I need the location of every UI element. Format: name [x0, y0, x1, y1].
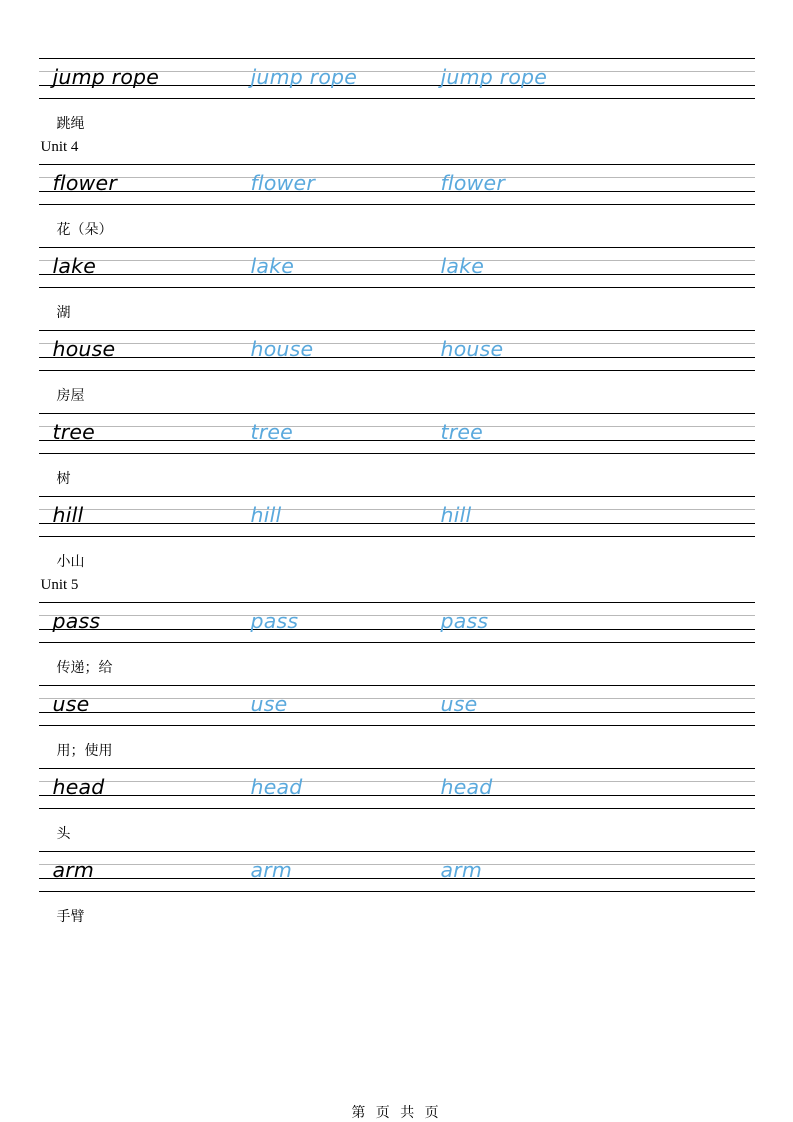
writing-ruled-row: [39, 330, 755, 372]
word-meaning: 传递；给: [56, 660, 113, 676]
word-model: lake: [52, 254, 97, 278]
vocab-entry: [39, 330, 755, 413]
word-trace-1: pass: [250, 609, 299, 633]
word-row: [39, 496, 755, 538]
word-trace-1: hill: [250, 503, 282, 527]
word-trace-2: flower: [440, 171, 505, 195]
word-trace-1: tree: [250, 420, 293, 444]
vocab-entry: [39, 247, 755, 330]
word-trace-1: lake: [250, 254, 295, 278]
word-trace-1: use: [250, 692, 288, 716]
word-trace-2: house: [440, 337, 504, 361]
word-model: house: [52, 337, 116, 361]
word-model: head: [52, 775, 105, 799]
word-row: [39, 330, 755, 372]
word-row: [39, 768, 755, 810]
writing-ruled-row: [39, 247, 755, 289]
word-trace-2: tree: [440, 420, 483, 444]
writing-ruled-row: [39, 768, 755, 810]
unit-heading: Unit 4: [40, 139, 79, 155]
word-trace-1: arm: [250, 858, 293, 882]
vocab-entry: [39, 58, 755, 164]
page-footer: 第 页 共 页: [351, 1105, 442, 1121]
word-row: [39, 413, 755, 455]
word-model: jump rope: [52, 65, 160, 89]
word-meaning: 小山: [56, 554, 85, 570]
word-row: [39, 247, 755, 289]
writing-ruled-row: [39, 602, 755, 644]
word-trace-2: pass: [440, 609, 489, 633]
word-trace-2: arm: [440, 858, 483, 882]
word-trace-2: hill: [440, 503, 472, 527]
word-model: use: [52, 692, 90, 716]
word-meaning: 手臂: [56, 909, 85, 925]
word-trace-2: head: [440, 775, 493, 799]
word-row: [39, 58, 755, 100]
word-trace-1: house: [250, 337, 314, 361]
word-trace-2: jump rope: [440, 65, 548, 89]
vocab-entry: [39, 602, 755, 685]
vocab-entry: [39, 164, 755, 247]
writing-ruled-row: [39, 685, 755, 727]
word-meaning: 湖: [56, 305, 71, 321]
word-trace-2: use: [440, 692, 478, 716]
vocab-entry: [39, 851, 755, 928]
word-meaning: 跳绳: [56, 116, 85, 132]
word-model: arm: [52, 858, 95, 882]
word-meaning: 头: [56, 826, 71, 842]
word-trace-1: flower: [250, 171, 315, 195]
word-row: [39, 602, 755, 644]
vocab-entry: [39, 768, 755, 851]
writing-ruled-row: [39, 164, 755, 206]
writing-ruled-row: [39, 496, 755, 538]
word-meaning: 用；使用: [56, 743, 113, 759]
word-model: tree: [52, 420, 95, 444]
word-meaning: 树: [56, 471, 71, 487]
word-model: pass: [52, 609, 101, 633]
word-trace-1: head: [250, 775, 303, 799]
word-trace-1: jump rope: [250, 65, 358, 89]
entries-container: [39, 58, 755, 928]
word-row: [39, 685, 755, 727]
vocab-entry: [39, 685, 755, 768]
vocab-entry: [39, 413, 755, 496]
writing-ruled-row: [39, 58, 755, 100]
writing-ruled-row: [39, 413, 755, 455]
word-trace-2: lake: [440, 254, 485, 278]
word-model: flower: [52, 171, 117, 195]
word-meaning: 房屋: [56, 388, 85, 404]
unit-heading: Unit 5: [40, 577, 79, 593]
vocab-entry: [39, 496, 755, 602]
word-model: hill: [52, 503, 84, 527]
word-meaning: 花（朵）: [56, 222, 113, 238]
word-row: [39, 164, 755, 206]
writing-ruled-row: [39, 851, 755, 893]
word-row: [39, 851, 755, 893]
